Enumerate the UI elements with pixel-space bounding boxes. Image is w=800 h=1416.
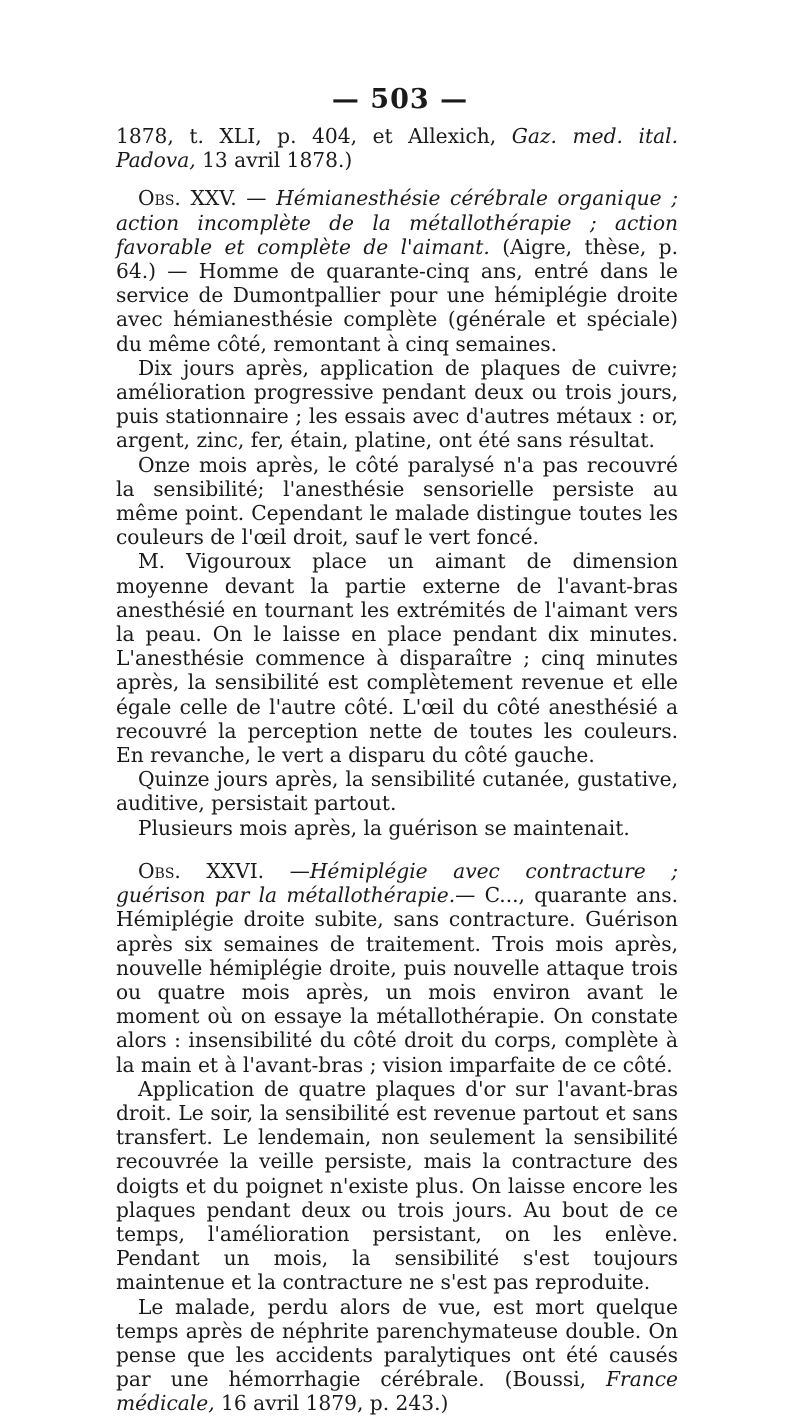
observation-25-text: (Aigre, thèse, p. 64.) — Homme de quarante-cinq ans, entré dans le service de Dumontpallier pour une hémiplégie droite avec hémianesthésie complète (générale et spéciale) du même côté, remontant à cinq semaines. (116, 234, 678, 356)
observation-25-paragraph-3: Onze mois après, le côté paralysé n'a pas recouvré la sensibilité; l'anesthésie sensorielle persiste au même point. Cependant le malade distingue toutes les couleurs de l'œil droit, sauf le vert foncé. (116, 452, 678, 550)
closing-journal-title: France médicale, (116, 1367, 678, 1416)
observation-26-title: Hémiplégie avec contracture ; guérison par la métallothérapie. (116, 858, 679, 908)
closing-citation-date: 16 avril 1879, p. 243.) (214, 1391, 449, 1416)
citation-text: 1878, t. XLI, p. 404, et Allexich, (116, 124, 512, 148)
observation-25-paragraph-5: Quinze jours après, la sensibilité cutanée, gustative, auditive, persistait partout. (116, 767, 678, 816)
observation-25-title: Hémianesthésie cérébrale organique ; action incomplète de la métallothérapie ; action favorable et complète de l'aimant. (116, 186, 679, 259)
observation-26-paragraph-3 (116, 1295, 678, 1416)
document-body (116, 124, 678, 1416)
observation-26-text: — C..., quarante ans. Hémiplégie droite subite, sans contracture. Guérison après six semaines de traitement. Trois mois après, nouvelle hémiplégie droite, puis nouvelle attaque trois ou quatre mois après, un mois environ avant le moment où on essaye la métallothérapie. On constate alors : insensibilité du côté droit du corps, complète à la main et à l'avant-bras ; vision imparfaite de ce côté. (116, 883, 678, 1077)
observation-25-paragraph-2: Dix jours après, application de plaques de cuivre; amélioration progressive pendant deux ou trois jours, puis stationnaire ; les essais avec d'autres métaux : or, argent, zinc, fer, étain, platine, ont été sans résultat. (116, 355, 678, 453)
observation-25-paragraph-6: Plusieurs mois après, la guérison se maintenait. (138, 815, 630, 840)
observation-25-paragraph-1 (116, 186, 678, 355)
page-number: — 503 — (331, 84, 469, 115)
observation-25-label: Obs. XXV. — (138, 186, 277, 211)
observation-26-closing-text: Le malade, perdu alors de vue, est mort quelque temps après de néphrite parenchymateuse double. On pense que les accidents paralytiques ont été causés par une hémorrhagie cérébrale. (Boussi, (116, 1294, 678, 1392)
observation-26-paragraph-1 (116, 859, 678, 1077)
journal-title: Gaz. med. ital. Padova, (116, 124, 678, 173)
observation-26-paragraph-2: Application de quatre plaques d'or sur l'avant-bras droit. Le soir, la sensibilité est revenue partout et sans transfert. Le lendemain, non seulement la sensibilité recouvrée la veille persiste, mais la contracture des doigts et du poignet n'existe plus. On laisse encore les plaques pendant deux ou trois jours. Au bout de ce temps, l'amélioration persistant, on les enlève. Pendant un mois, la sensibilité s'est toujours maintenue et la contracture ne s'est pas reproduite. (116, 1076, 678, 1295)
observation-26-label: Obs. XXVI. — (138, 858, 310, 883)
observation-25-paragraph-4: M. Vigouroux place un aimant de dimension moyenne devant la partie externe de l'avant-bras anesthésié en tournant les extrémités de l'aimant vers la peau. On le laisse en place pendant dix minutes. L'anesthésie commence à disparaître ; cinq minutes après, la sensibilité est complètement revenue et elle égale celle de l'autre côté. L'œil du côté anesthésié a recouvré la perception nette de toutes les couleurs. En revanche, le vert a disparu du côté gauche. (116, 549, 678, 768)
citation-date: 13 avril 1878.) (195, 148, 353, 173)
citation-continuation (116, 124, 678, 172)
